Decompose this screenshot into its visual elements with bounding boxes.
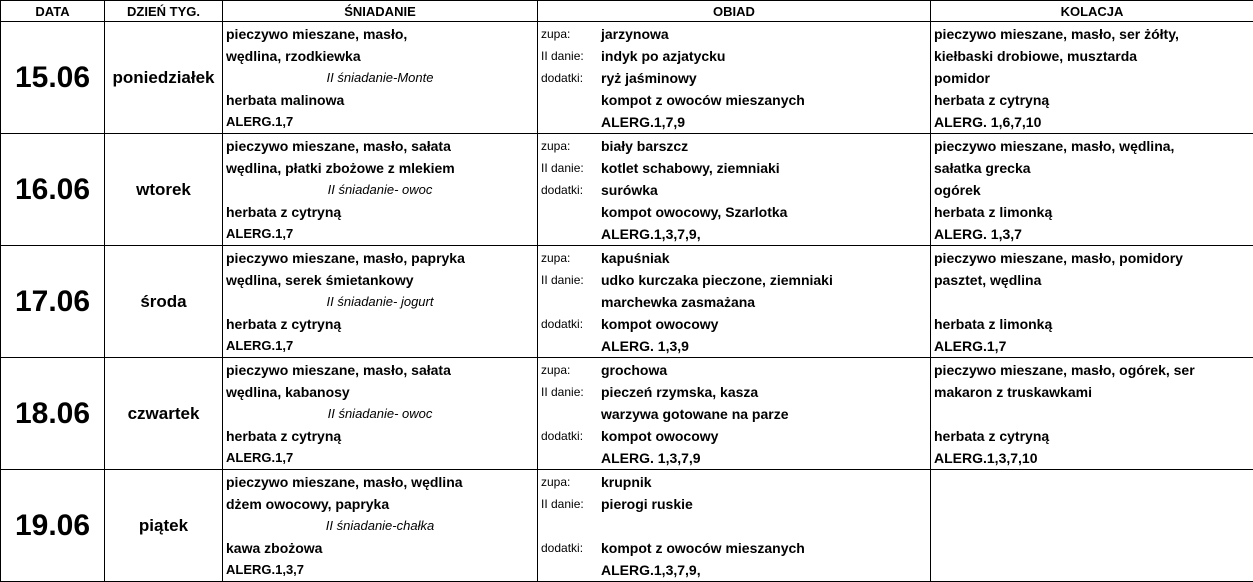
breakfast-line: pieczywo mieszane, masło, sałata bbox=[226, 359, 534, 381]
lunch-label bbox=[541, 111, 601, 133]
breakfast-line: ALERG.1,7 bbox=[226, 335, 534, 357]
breakfast-lines bbox=[223, 358, 537, 469]
lunch-label bbox=[541, 89, 601, 111]
lunch-label bbox=[541, 291, 601, 313]
lunch-label: zupa: bbox=[541, 359, 601, 381]
second-breakfast: II śniadanie- owoc bbox=[226, 403, 534, 425]
dinner-line: pieczywo mieszane, masło, pomidory bbox=[934, 247, 1250, 269]
lunch-text: ALERG.1,3,7,9, bbox=[601, 223, 701, 245]
second-breakfast: II śniadanie-chałka bbox=[226, 515, 534, 537]
breakfast-lines bbox=[223, 22, 537, 133]
header-day: DZIEŃ TYG. bbox=[105, 1, 223, 22]
dinner-cell bbox=[931, 134, 1253, 246]
lunch-text: kompot owocowy bbox=[601, 313, 718, 335]
breakfast-line: pieczywo mieszane, masło, bbox=[226, 23, 534, 45]
dinner-lines bbox=[931, 134, 1253, 245]
lunch-text: ALERG. 1,3,9 bbox=[601, 335, 689, 357]
lunch-line bbox=[541, 201, 927, 223]
lunch-text: jarzynowa bbox=[601, 23, 669, 45]
header-date: DATA bbox=[1, 1, 105, 22]
second-breakfast: II śniadanie-Monte bbox=[226, 67, 534, 89]
lunch-text: krupnik bbox=[601, 471, 652, 493]
lunch-line bbox=[541, 493, 927, 515]
dinner-line: herbata z cytryną bbox=[934, 425, 1250, 447]
day-row bbox=[1, 22, 1253, 134]
day-row bbox=[1, 134, 1253, 246]
dinner-line: ALERG.1,7 bbox=[934, 335, 1250, 357]
dinner-line: ALERG.1,3,7,10 bbox=[934, 447, 1250, 469]
lunch-text: udko kurczaka pieczone, ziemniaki bbox=[601, 269, 833, 291]
lunch-cell bbox=[538, 22, 931, 134]
lunch-label: zupa: bbox=[541, 247, 601, 269]
lunch-text: ALERG.1,3,7,9, bbox=[601, 559, 701, 581]
lunch-text: ALERG. 1,3,7,9 bbox=[601, 447, 701, 469]
lunch-line bbox=[541, 179, 927, 201]
header-row bbox=[1, 1, 1253, 22]
lunch-text: kapuśniak bbox=[601, 247, 669, 269]
breakfast-cell bbox=[223, 470, 538, 582]
lunch-label bbox=[541, 559, 601, 581]
dinner-lines bbox=[931, 22, 1253, 133]
lunch-label bbox=[541, 403, 601, 425]
dinner-line: kiełbaski drobiowe, musztarda bbox=[934, 45, 1250, 67]
lunch-label: II danie: bbox=[541, 45, 601, 67]
lunch-text: biały barszcz bbox=[601, 135, 688, 157]
lunch-line bbox=[541, 537, 927, 559]
lunch-text: kompot z owoców mieszanych bbox=[601, 537, 805, 559]
lunch-label: dodatki: bbox=[541, 67, 601, 89]
weekday-cell: wtorek bbox=[105, 134, 223, 246]
lunch-label: zupa: bbox=[541, 23, 601, 45]
breakfast-line: pieczywo mieszane, masło, papryka bbox=[226, 247, 534, 269]
breakfast-line: dżem owocowy, papryka bbox=[226, 493, 534, 515]
dinner-line: herbata z limonką bbox=[934, 201, 1250, 223]
date-cell: 16.06 bbox=[1, 134, 105, 246]
lunch-text: kotlet schabowy, ziemniaki bbox=[601, 157, 780, 179]
date-cell: 19.06 bbox=[1, 470, 105, 582]
lunch-label: dodatki: bbox=[541, 537, 601, 559]
lunch-lines bbox=[538, 134, 930, 245]
menu-body bbox=[1, 22, 1253, 582]
dinner-line: pieczywo mieszane, masło, ser żółty, bbox=[934, 23, 1250, 45]
weekday-cell: czwartek bbox=[105, 358, 223, 470]
header-lunch: OBIAD bbox=[538, 1, 931, 22]
breakfast-cell bbox=[223, 358, 538, 470]
lunch-label: dodatki: bbox=[541, 179, 601, 201]
lunch-label bbox=[541, 515, 601, 537]
lunch-line bbox=[541, 23, 927, 45]
lunch-label: dodatki: bbox=[541, 313, 601, 335]
breakfast-lines bbox=[223, 470, 537, 581]
dinner-line: pasztet, wędlina bbox=[934, 269, 1250, 291]
lunch-line bbox=[541, 89, 927, 111]
breakfast-cell bbox=[223, 22, 538, 134]
breakfast-line: pieczywo mieszane, masło, sałata bbox=[226, 135, 534, 157]
lunch-line bbox=[541, 559, 927, 581]
breakfast-line: herbata z cytryną bbox=[226, 425, 534, 447]
lunch-line bbox=[541, 381, 927, 403]
lunch-label: zupa: bbox=[541, 471, 601, 493]
dinner-line: ALERG. 1,6,7,10 bbox=[934, 111, 1250, 133]
dinner-line: sałatka grecka bbox=[934, 157, 1250, 179]
lunch-label bbox=[541, 335, 601, 357]
weekday-cell: poniedziałek bbox=[105, 22, 223, 134]
lunch-label bbox=[541, 223, 601, 245]
lunch-line bbox=[541, 135, 927, 157]
lunch-line bbox=[541, 313, 927, 335]
lunch-cell bbox=[538, 358, 931, 470]
lunch-text: kompot owocowy, Szarlotka bbox=[601, 201, 787, 223]
breakfast-line: ALERG.1,7 bbox=[226, 111, 534, 133]
lunch-label: dodatki: bbox=[541, 425, 601, 447]
lunch-text: grochowa bbox=[601, 359, 667, 381]
lunch-cell bbox=[538, 246, 931, 358]
second-breakfast: II śniadanie- jogurt bbox=[226, 291, 534, 313]
weekday-cell: piątek bbox=[105, 470, 223, 582]
breakfast-line: wędlina, płatki zbożowe z mlekiem bbox=[226, 157, 534, 179]
lunch-text: indyk po azjatycku bbox=[601, 45, 725, 67]
second-breakfast: II śniadanie- owoc bbox=[226, 179, 534, 201]
dinner-line: ogórek bbox=[934, 179, 1250, 201]
lunch-text: surówka bbox=[601, 179, 658, 201]
breakfast-line: herbata malinowa bbox=[226, 89, 534, 111]
lunch-text: kompot owocowy bbox=[601, 425, 718, 447]
dinner-line: herbata z limonką bbox=[934, 313, 1250, 335]
lunch-line bbox=[541, 67, 927, 89]
lunch-text: ryż jaśminowy bbox=[601, 67, 697, 89]
lunch-line bbox=[541, 45, 927, 67]
breakfast-line: ALERG.1,7 bbox=[226, 223, 534, 245]
dinner-line bbox=[934, 471, 1250, 493]
header-dinner: KOLACJA bbox=[931, 1, 1253, 22]
dinner-line bbox=[934, 537, 1250, 559]
weekday-cell: środa bbox=[105, 246, 223, 358]
breakfast-cell bbox=[223, 246, 538, 358]
lunch-line bbox=[541, 471, 927, 493]
dinner-line bbox=[934, 559, 1250, 581]
dinner-cell bbox=[931, 22, 1253, 134]
dinner-line: pieczywo mieszane, masło, ogórek, ser bbox=[934, 359, 1250, 381]
lunch-text: warzywa gotowane na parze bbox=[601, 403, 789, 425]
day-row bbox=[1, 358, 1253, 470]
lunch-lines bbox=[538, 22, 930, 133]
breakfast-line: wędlina, kabanosy bbox=[226, 381, 534, 403]
breakfast-line: pieczywo mieszane, masło, wędlina bbox=[226, 471, 534, 493]
dinner-line: pomidor bbox=[934, 67, 1250, 89]
dinner-line bbox=[934, 403, 1250, 425]
breakfast-line: ALERG.1,3,7 bbox=[226, 559, 534, 581]
lunch-label: II danie: bbox=[541, 157, 601, 179]
lunch-line bbox=[541, 223, 927, 245]
dinner-line: ALERG. 1,3,7 bbox=[934, 223, 1250, 245]
lunch-label: II danie: bbox=[541, 381, 601, 403]
dinner-lines bbox=[931, 246, 1253, 357]
breakfast-line: herbata z cytryną bbox=[226, 313, 534, 335]
day-row bbox=[1, 470, 1253, 582]
lunch-label bbox=[541, 201, 601, 223]
lunch-line bbox=[541, 247, 927, 269]
header-breakfast: ŚNIADANIE bbox=[223, 1, 538, 22]
lunch-label: zupa: bbox=[541, 135, 601, 157]
dinner-cell bbox=[931, 358, 1253, 470]
lunch-text: pierogi ruskie bbox=[601, 493, 693, 515]
lunch-label: II danie: bbox=[541, 493, 601, 515]
lunch-line bbox=[541, 269, 927, 291]
lunch-cell bbox=[538, 134, 931, 246]
lunch-lines bbox=[538, 470, 930, 581]
day-row bbox=[1, 246, 1253, 358]
lunch-line bbox=[541, 447, 927, 469]
breakfast-line: wędlina, rzodkiewka bbox=[226, 45, 534, 67]
dinner-lines bbox=[931, 470, 1253, 581]
lunch-line bbox=[541, 403, 927, 425]
lunch-text: kompot z owoców mieszanych bbox=[601, 89, 805, 111]
dinner-cell bbox=[931, 246, 1253, 358]
dinner-line bbox=[934, 493, 1250, 515]
dinner-line bbox=[934, 515, 1250, 537]
breakfast-lines bbox=[223, 246, 537, 357]
lunch-lines bbox=[538, 358, 930, 469]
lunch-text: marchewka zasmażana bbox=[601, 291, 755, 313]
date-cell: 18.06 bbox=[1, 358, 105, 470]
lunch-line bbox=[541, 515, 927, 537]
lunch-line bbox=[541, 425, 927, 447]
lunch-line bbox=[541, 359, 927, 381]
breakfast-cell bbox=[223, 134, 538, 246]
lunch-text: pieczeń rzymska, kasza bbox=[601, 381, 758, 403]
breakfast-line: herbata z cytryną bbox=[226, 201, 534, 223]
dinner-cell bbox=[931, 470, 1253, 582]
breakfast-lines bbox=[223, 134, 537, 245]
breakfast-line: ALERG.1,7 bbox=[226, 447, 534, 469]
lunch-text: ALERG.1,7,9 bbox=[601, 111, 685, 133]
lunch-line bbox=[541, 291, 927, 313]
lunch-line bbox=[541, 157, 927, 179]
lunch-line bbox=[541, 335, 927, 357]
date-cell: 15.06 bbox=[1, 22, 105, 134]
date-cell: 17.06 bbox=[1, 246, 105, 358]
lunch-line bbox=[541, 111, 927, 133]
dinner-line bbox=[934, 291, 1250, 313]
dinner-lines bbox=[931, 358, 1253, 469]
lunch-label: II danie: bbox=[541, 269, 601, 291]
dinner-line: pieczywo mieszane, masło, wędlina, bbox=[934, 135, 1250, 157]
lunch-cell bbox=[538, 470, 931, 582]
lunch-lines bbox=[538, 246, 930, 357]
breakfast-line: wędlina, serek śmietankowy bbox=[226, 269, 534, 291]
dinner-line: herbata z cytryną bbox=[934, 89, 1250, 111]
breakfast-line: kawa zbożowa bbox=[226, 537, 534, 559]
dinner-line: makaron z truskawkami bbox=[934, 381, 1250, 403]
lunch-label bbox=[541, 447, 601, 469]
